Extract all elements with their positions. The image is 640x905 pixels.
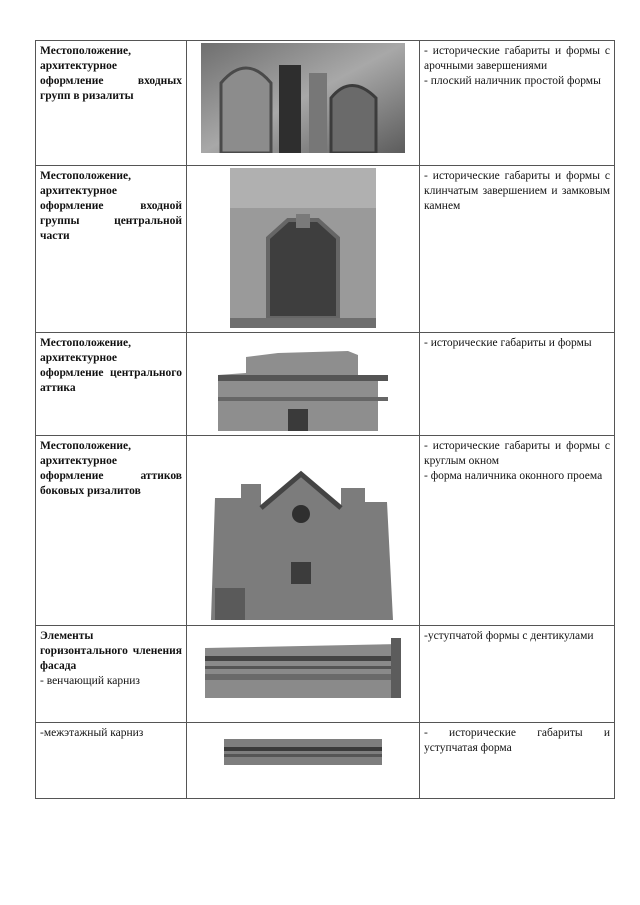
table-row [36, 41, 615, 166]
features-cell [420, 436, 615, 626]
feature-text: -уступчатой формы с дентикулами [424, 630, 594, 642]
table-row [36, 626, 615, 723]
element-label-cell [36, 333, 187, 436]
element-label-cell [36, 436, 187, 626]
features-cell [420, 166, 615, 333]
element-label-cell [36, 723, 187, 799]
table-row [36, 166, 615, 333]
element-label-cell [36, 41, 187, 166]
photo-cell [187, 41, 420, 166]
interfloor-cornice-photo [224, 739, 382, 765]
element-label: Элементы горизонтального членения фасада [40, 630, 182, 672]
feature-text: - исторические габариты и формы с клинчатым завершением и замковым камнем [424, 170, 610, 212]
central-attic-photo [218, 335, 388, 431]
feature-text: - исторические габариты и уступчатая форма [424, 727, 610, 754]
element-label: Местоположение, архитектурное оформление входных групп в ризалиты [40, 45, 182, 102]
table-row [36, 436, 615, 626]
element-label: Местоположение, архитектурное оформление центрального аттика [40, 337, 182, 394]
element-label: Местоположение, архитектурное оформление входной группы центральной части [40, 170, 182, 242]
element-sublabel: - венчающий карниз [40, 675, 140, 687]
element-label: Местоположение, архитектурное оформление аттиков боковых ризалитов [40, 440, 182, 497]
table-row [36, 333, 615, 436]
side-attics-photo [201, 438, 405, 620]
features-cell [420, 626, 615, 723]
features-cell [420, 333, 615, 436]
photo-cell [187, 436, 420, 626]
feature-text: - плоский наличник простой формы [424, 75, 601, 87]
feature-text: - исторические габариты и формы [424, 337, 592, 349]
photo-cell [187, 333, 420, 436]
features-cell [420, 41, 615, 166]
element-label-cell [36, 166, 187, 333]
table-row [36, 723, 615, 799]
features-cell [420, 723, 615, 799]
entrance-groups-photo [201, 43, 405, 153]
photo-cell [187, 723, 420, 799]
facade-elements-table [35, 40, 615, 799]
feature-text: - исторические габариты и формы с круглым окном [424, 440, 610, 467]
element-sublabel: -межэтажный карниз [40, 727, 144, 739]
crowning-cornice-photo [205, 638, 401, 698]
photo-cell [187, 626, 420, 723]
photo-cell [187, 166, 420, 333]
feature-text: - исторические габариты и формы с арочными завершениями [424, 45, 610, 72]
element-label-cell [36, 626, 187, 723]
central-entrance-photo [230, 168, 376, 328]
feature-text: - форма наличника оконного проема [424, 470, 603, 482]
